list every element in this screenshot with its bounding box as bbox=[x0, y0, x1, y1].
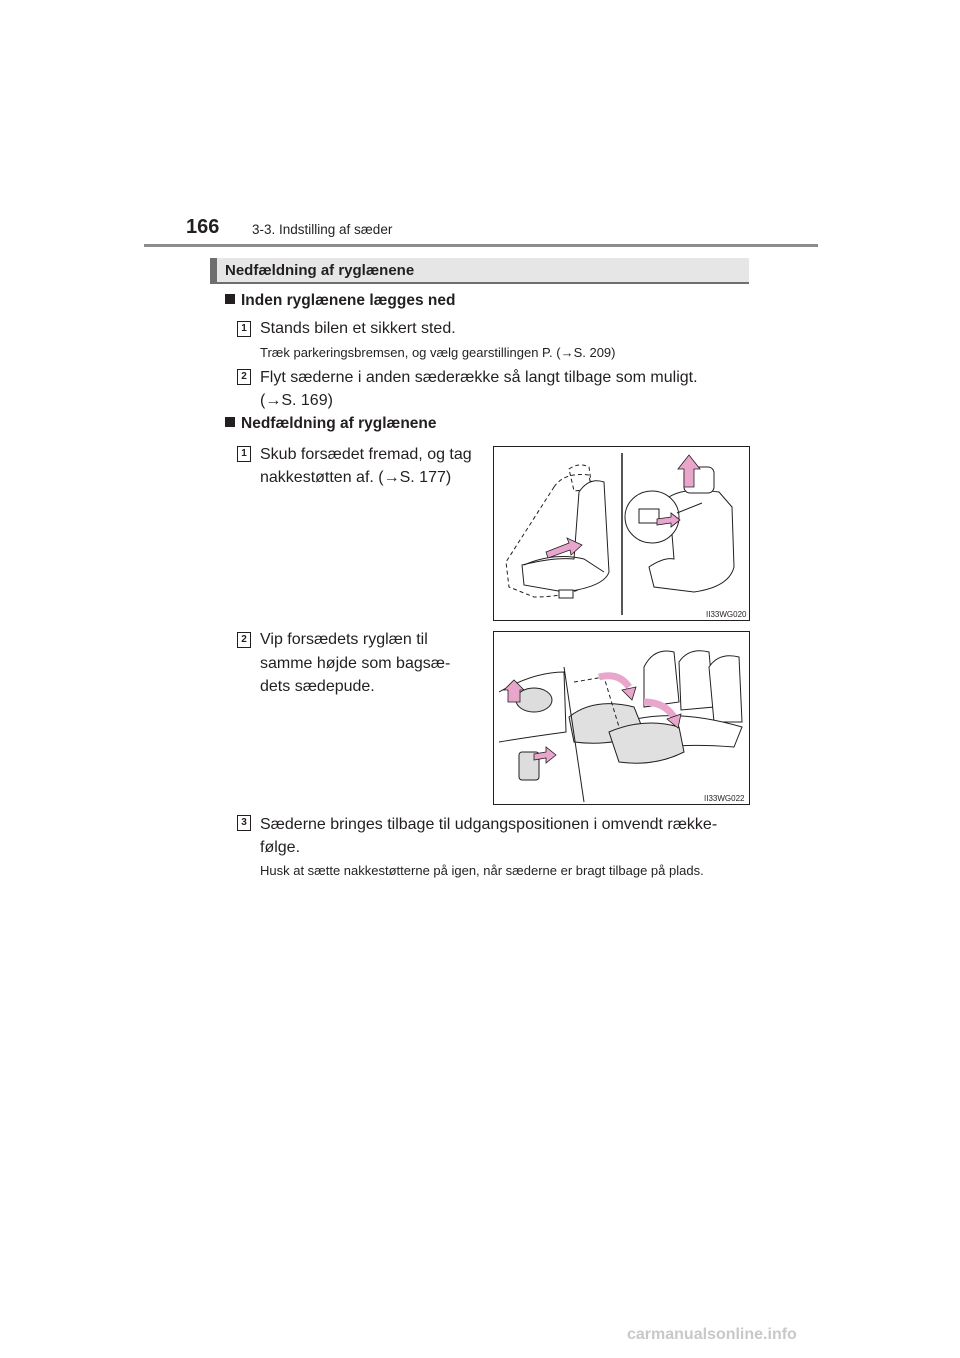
subheading-before-text: Inden ryglænene lægges ned bbox=[241, 292, 456, 309]
fold-step-2-line-1: Vip forsædets ryglæn til bbox=[260, 631, 428, 648]
step-1-note: Træk parkeringsbremsen, og vælg gearstillingen P. (→S. 209) bbox=[260, 345, 616, 360]
fold-step-number-1: 1 bbox=[237, 446, 251, 462]
fold-step-3-note: Husk at sætte nakkestøtterne på igen, når sæderne er bragt tilbage på plads. bbox=[260, 863, 704, 878]
square-bullet-icon bbox=[225, 417, 235, 427]
fold-step-3-line-2: følge. bbox=[260, 839, 301, 856]
section-heading-text: Nedfældning af ryglænene bbox=[225, 262, 415, 279]
fold-step-number-2: 2 bbox=[237, 632, 251, 648]
figure-fold-seatback bbox=[493, 631, 750, 805]
fold-step-3-line-1: Sæderne bringes tilbage til udgangspositionen i omvendt række- bbox=[260, 816, 718, 833]
section-title: 3-3. Indstilling af sæder bbox=[252, 222, 393, 237]
subheading-before bbox=[225, 292, 455, 310]
header-rule bbox=[144, 244, 818, 247]
watermark: carmanualsonline.info bbox=[627, 1326, 797, 1343]
step-number-2: 2 bbox=[237, 369, 251, 385]
fold-step-2-line-2: samme højde som bagsæ- bbox=[260, 655, 451, 672]
fold-step-1-line-2: nakkestøtten af. (→S. 177) bbox=[260, 469, 452, 486]
step-2-line-1: Flyt sæderne i anden sæderække så langt tilbage som muligt. bbox=[260, 369, 698, 386]
fold-step-2-line-3: dets sædepude. bbox=[260, 678, 375, 695]
seat-illustration-1 bbox=[494, 447, 749, 620]
step-1-text: Stands bilen et sikkert sted. bbox=[260, 320, 456, 337]
heading-bar bbox=[210, 258, 217, 282]
fold-step-number-3: 3 bbox=[237, 815, 251, 831]
square-bullet-icon bbox=[225, 294, 235, 304]
seat-illustration-2 bbox=[494, 632, 749, 804]
figure-code-2: II33WG022 bbox=[704, 794, 745, 803]
step-2-line-2: (→S. 169) bbox=[260, 392, 333, 409]
page-number: 166 bbox=[186, 216, 220, 238]
section-heading bbox=[210, 258, 749, 284]
figure-code-1: II33WG020 bbox=[706, 610, 747, 619]
fold-step-1-line-1: Skub forsædet fremad, og tag bbox=[260, 446, 472, 463]
step-number-1: 1 bbox=[237, 321, 251, 337]
figure-front-seat-forward bbox=[493, 446, 750, 621]
subheading-fold bbox=[225, 415, 437, 433]
subheading-fold-text: Nedfældning af ryglænene bbox=[241, 415, 437, 432]
